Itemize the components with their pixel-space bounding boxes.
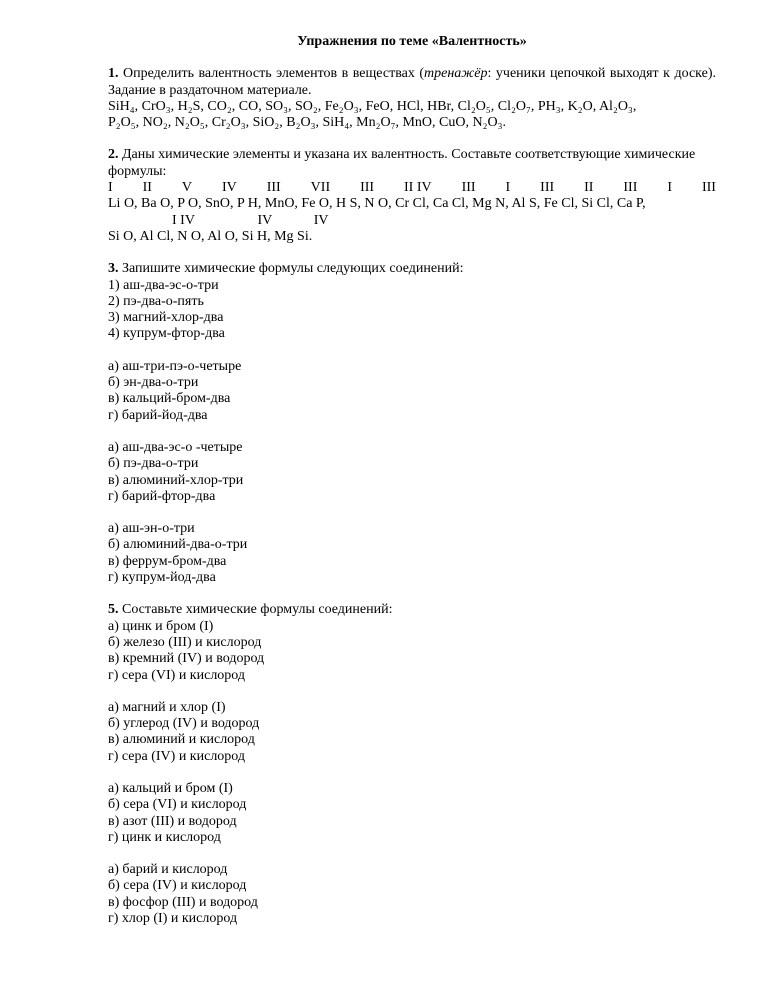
exercise-1-formulas-line-2: P₂O₅, NO₂, N₂O₅, Cr₂O₃, SiO₂, B₂O₃, SiH₄, Mn₂O₇, MnO, CuO, N₂O₃.: [108, 115, 506, 131]
list-item: г) цинк и кислород: [108, 829, 221, 845]
valence-row-1: [108, 180, 716, 196]
list-item: б) железо (III) и кислород: [108, 634, 262, 650]
list-item: г) купрум-йод-два: [108, 570, 216, 586]
exercise-5-group-2: [108, 700, 716, 765]
list-item: 3) магний-хлор-два: [108, 310, 224, 326]
list-item: г) барий-фтор-два: [108, 488, 216, 504]
valence-label: III: [360, 180, 375, 196]
exercise-3-group-3: [108, 440, 716, 505]
exercise-5-group-3: [108, 781, 716, 846]
valence-label: V: [181, 180, 193, 196]
exercise-2-task: 2. Даны химические элементы и указана их валентность. Составьте соответствующие химические формулы:: [108, 147, 696, 179]
exercise-2-number: 2.: [108, 147, 119, 163]
valence-row-2: [108, 213, 716, 229]
exercise-5: [108, 602, 716, 618]
valence-label: VII: [310, 180, 331, 196]
list-item: а) цинк и бром (I): [108, 618, 214, 634]
valence-label: I: [667, 180, 673, 196]
list-item: 4) купрум-фтор-два: [108, 326, 225, 342]
exercise-1-italic: тренажёр: [424, 66, 488, 82]
list-item: в) кремний (IV) и водород: [108, 651, 265, 667]
list-item: в) фосфор (III) и водород: [108, 894, 258, 910]
valence-label: I: [505, 180, 511, 196]
exercise-2: [108, 147, 716, 245]
exercise-3-number: 3.: [108, 261, 119, 277]
list-item: в) феррум-бром-два: [108, 553, 227, 569]
list-item: а) аш-эн-о-три: [108, 521, 195, 537]
exercise-1: [108, 66, 716, 131]
valence-label: II: [142, 180, 152, 196]
list-item: б) углерод (IV) и водород: [108, 716, 260, 732]
valence-label: I: [108, 180, 113, 196]
valence-label: I IV: [172, 212, 195, 228]
exercise-3-group-2: [108, 359, 716, 424]
list-item: а) барий и кислород: [108, 862, 228, 878]
document-title: Упражнения по теме «Валентность»: [297, 34, 527, 49]
list-item: в) алюминий-хлор-три: [108, 472, 244, 488]
valence-label: IV: [221, 180, 237, 196]
list-item: 2) пэ-два-о-пять: [108, 293, 204, 309]
valence-label: III: [461, 180, 476, 196]
list-item: б) алюминий-два-о-три: [108, 537, 248, 553]
exercise-3-group-1: [108, 278, 716, 343]
valence-label: II IV: [404, 180, 432, 196]
list-item: г) сера (VI) и кислород: [108, 667, 246, 683]
list-item: в) азот (III) и водород: [108, 813, 237, 829]
element-pairs-line-1: Li O, Ba O, P O, SnO, P H, MnO, Fe O, H S, N O, Cr Cl, Ca Cl, Mg N, Al S, Fe Cl, Si Cl, Ca P,: [108, 196, 646, 212]
exercise-3-group-4: [108, 521, 716, 586]
exercise-3-task: 3. Запишите химические формулы следующих соединений:: [108, 261, 464, 277]
list-item: г) барий-йод-два: [108, 407, 208, 423]
valence-label: III: [540, 180, 555, 196]
exercise-3: [108, 261, 716, 277]
list-item: а) аш-три-пэ-о-четыре: [108, 358, 242, 374]
list-item: а) магний и хлор (I): [108, 699, 226, 715]
list-item: в) алюминий и кислород: [108, 732, 255, 748]
list-item: а) кальций и бром (I): [108, 780, 233, 796]
exercise-5-task: 5. Составьте химические формулы соединений:: [108, 602, 393, 618]
list-item: г) сера (IV) и кислород: [108, 748, 246, 764]
element-pairs-line-2: Si O, Al Cl, N O, Al O, Si H, Mg Si.: [108, 228, 313, 244]
exercise-5-group-4: [108, 862, 716, 927]
list-item: б) пэ-два-о-три: [108, 456, 199, 472]
valence-label: III: [266, 180, 281, 196]
list-item: б) эн-два-о-три: [108, 375, 199, 391]
list-item: б) сера (IV) и кислород: [108, 878, 247, 894]
valence-label: II: [584, 180, 594, 196]
exercise-1-task: 1. Определить валентность элементов в веществах (тренажёр: ученики цепочкой выходят к доске). Задание в раздаточном материале.: [108, 66, 716, 98]
list-item: г) хлор (I) и кислород: [108, 911, 238, 927]
list-item: а) аш-два-эс-о -четыре: [108, 439, 243, 455]
list-item: 1) аш-два-эс-о-три: [108, 277, 219, 293]
exercise-1-number: 1.: [108, 66, 119, 82]
list-item: б) сера (VI) и кислород: [108, 797, 247, 813]
exercise-5-number: 5.: [108, 602, 119, 618]
valence-label: IV: [313, 212, 329, 228]
exercise-1-formulas-line-1: SiH₄, CrO₃, H₂S, CO₂, CO, SO₃, SO₂, Fe₂O₃, FeO, HCl, HBr, Cl₂O₅, Cl₂O₇, PH₃, K₂O, Al₂O₃,: [108, 98, 637, 114]
list-item: в) кальций-бром-два: [108, 391, 231, 407]
exercise-5-group-1: [108, 619, 716, 684]
valence-label: III: [623, 180, 638, 196]
valence-label: III: [701, 180, 716, 196]
valence-label: IV: [257, 212, 273, 228]
